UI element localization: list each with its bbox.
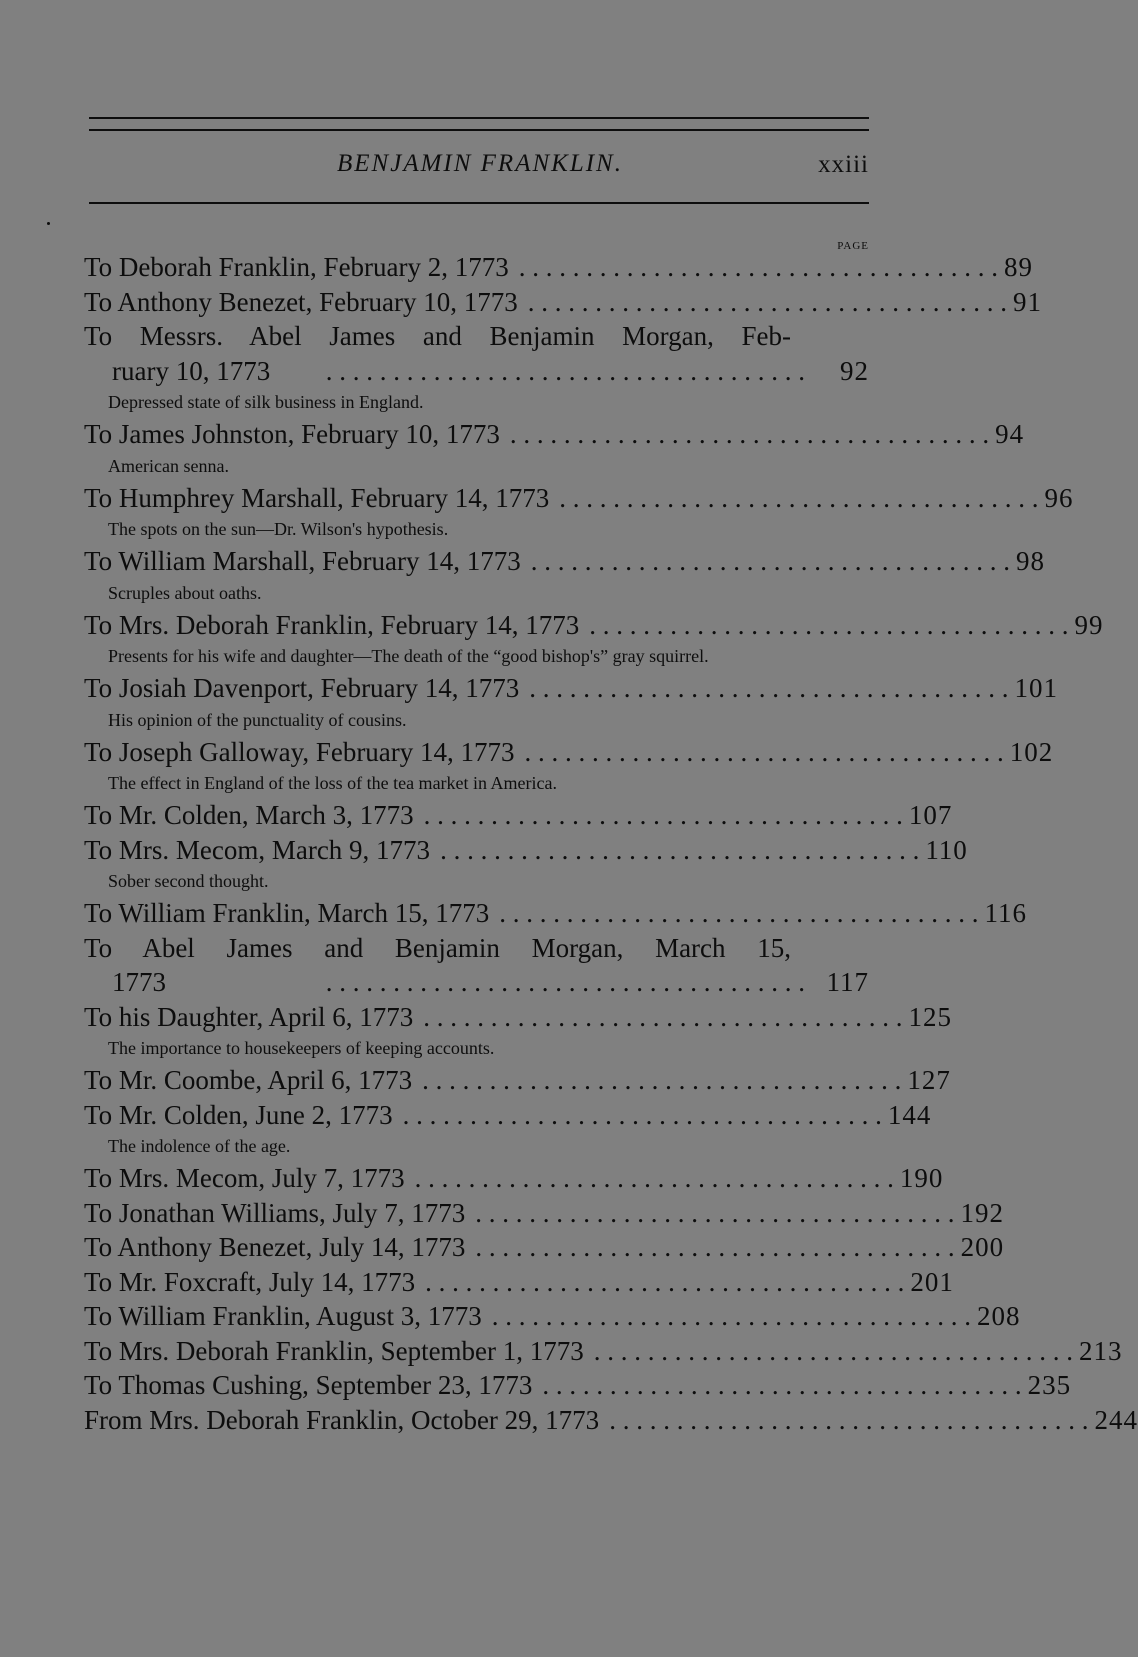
entry-summary: American senna. bbox=[108, 455, 229, 476]
dot-leader: . . . . . . . . . . . . . . . . . . . . . . . . . . . . . . . . . . . . bbox=[509, 419, 990, 449]
entry-page-number: 192 bbox=[960, 1197, 1005, 1228]
entry-title: To Mr. Colden, June 2, 1773 bbox=[84, 1099, 393, 1130]
contents-entry bbox=[84, 608, 1104, 672]
dot-leader: . . . . . . . . . . . . . . . . . . . . . . . . . . . . . . . . . . . . bbox=[559, 482, 1039, 513]
dot-leader: . . . . . . . . . . . . . . . . . . . . . . . . . . . . . . . . . . . . bbox=[402, 1099, 882, 1130]
entry-title: To his Daughter, April 6, 1773 bbox=[84, 1001, 414, 1032]
entry-page-number: 96 bbox=[1044, 482, 1074, 513]
entry-title: To Josiah Davenport, February 14, 1773 bbox=[84, 673, 520, 703]
dot-leader: . . . . . . . . . . . . . . . . . . . . . . . . . . . . . . . . . . . . bbox=[609, 1404, 1089, 1435]
page-column-label: PAGE bbox=[837, 240, 869, 252]
dot-leader: . . . . . . . . . . . . . . . . . . . . . . . . . . . . . . . . . . . . bbox=[425, 1266, 905, 1297]
contents-entry bbox=[84, 798, 953, 833]
entry-summary: His opinion of the punctuality of cousins. bbox=[108, 709, 407, 730]
contents-entry bbox=[84, 544, 1045, 608]
entry-line bbox=[84, 1299, 1021, 1334]
entry-summary: Presents for his wife and daughter—The death of the “good bishop's” gray squirrel. bbox=[108, 646, 709, 666]
entry-summary: The indolence of the age. bbox=[108, 1136, 291, 1156]
entry-line bbox=[84, 671, 1059, 706]
dot-leader: . . . . . . . . . . . . . . . . . . . . . . . . . . . . . . . . . . . . bbox=[475, 1197, 955, 1228]
contents-entry bbox=[84, 735, 1054, 799]
dot-leader: . . . . . . . . . . . . . . . . . . . . . . . . . . . . . . . . . . . . bbox=[325, 355, 805, 386]
entry-page-number: 144 bbox=[887, 1099, 932, 1130]
entry-title: To William Franklin, March 15, 1773 bbox=[84, 898, 490, 928]
entry-title: To Mr. Foxcraft, July 14, 1773 bbox=[84, 1266, 416, 1297]
dot-leader: . . . . . . . . . . . . . . . . . . . . . . . . . . . . . . . . . . . . bbox=[475, 1232, 955, 1262]
contents-entry bbox=[84, 1196, 1005, 1231]
entry-line bbox=[84, 285, 1043, 320]
dot-leader: . . . . . . . . . . . . . . . . . . . . . . . . . . . . . . . . . . . . bbox=[440, 834, 920, 865]
entry-line bbox=[84, 544, 1045, 579]
header-bottom-rule bbox=[89, 202, 869, 204]
entry-page-number: 208 bbox=[977, 1301, 1021, 1331]
entry-summary: Depressed state of silk business in England. bbox=[108, 392, 424, 412]
entry-title: From Mrs. Deborah Franklin, October 29, 1773 bbox=[84, 1404, 600, 1435]
contents-entry bbox=[84, 1299, 1021, 1334]
entry-line bbox=[84, 965, 869, 1000]
dot-leader: . . . . . . . . . . . . . . . . . . . . . . . . . . . . . . . . . . . . bbox=[527, 286, 1008, 317]
entry-title: To Mrs. Mecom, March 9, 1773 bbox=[84, 834, 431, 865]
entry-line bbox=[84, 608, 1104, 643]
contents-list bbox=[84, 250, 1138, 1437]
contents-entry bbox=[84, 1403, 1138, 1438]
entry-title: To William Franklin, August 3, 1773 bbox=[84, 1301, 482, 1331]
entry-page-number: 235 bbox=[1027, 1370, 1072, 1400]
entry-line bbox=[84, 1000, 952, 1035]
entry-title: To James Johnston, February 10, 1773 bbox=[84, 419, 500, 449]
entry-line bbox=[84, 1196, 1005, 1231]
page-number: xxiii bbox=[818, 151, 869, 178]
entry-title: To Mr. Colden, March 3, 1773 bbox=[84, 800, 414, 830]
entry-page-number: 127 bbox=[907, 1065, 951, 1095]
entry-title: To Mrs. Deborah Franklin, February 14, 1773 bbox=[84, 609, 580, 640]
entry-title: To Humphrey Marshall, February 14, 1773 bbox=[84, 482, 550, 513]
header-top-rule bbox=[89, 117, 869, 119]
entry-line bbox=[84, 1161, 944, 1196]
entry-line bbox=[84, 1063, 951, 1098]
entry-page-number: 213 bbox=[1079, 1335, 1123, 1366]
ink-speck bbox=[47, 222, 50, 225]
contents-entry bbox=[84, 1063, 951, 1098]
contents-entry bbox=[84, 896, 1027, 931]
entry-page-number: 110 bbox=[925, 834, 968, 865]
dot-leader: . . . . . . . . . . . . . . . . . . . . . . . . . . . . . . . . . . . . bbox=[542, 1370, 1022, 1400]
entry-line bbox=[84, 1403, 1138, 1438]
entry-page-number: 101 bbox=[1014, 673, 1059, 703]
contents-entry bbox=[84, 671, 1059, 735]
dot-leader: . . . . . . . . . . . . . . . . . . . . . . . . . . . . . . . . . . . . bbox=[414, 1163, 894, 1193]
entry-title: To Thomas Cushing, September 23, 1773 bbox=[84, 1370, 533, 1400]
dot-leader: . . . . . . . . . . . . . . . . . . . . . . . . . . . . . . . . . . . . bbox=[325, 967, 805, 997]
contents-entry bbox=[84, 250, 1034, 285]
dot-leader: . . . . . . . . . . . . . . . . . . . . . . . . . . . . . . . . . . . . bbox=[423, 1001, 903, 1032]
entry-page-number: 116 bbox=[984, 898, 1027, 928]
contents-entry bbox=[84, 931, 869, 1000]
entry-title-line: To Messrs. Abel James and Benjamin Morgan, Feb- bbox=[84, 321, 791, 351]
entry-page-number: 102 bbox=[1009, 736, 1054, 767]
entry-summary: The importance to housekeepers of keeping accounts. bbox=[108, 1038, 495, 1058]
entry-page-number: 201 bbox=[910, 1266, 954, 1297]
entry-title: To Jonathan Williams, July 7, 1773 bbox=[84, 1197, 466, 1228]
dot-leader: . . . . . . . . . . . . . . . . . . . . . . . . . . . . . . . . . . . . bbox=[491, 1301, 972, 1331]
entry-line bbox=[84, 481, 1074, 516]
dot-leader: . . . . . . . . . . . . . . . . . . . . . . . . . . . . . . . . . . . . bbox=[423, 800, 903, 830]
entry-line bbox=[84, 1098, 932, 1133]
entry-summary: The spots on the sun—Dr. Wilson's hypothesis. bbox=[108, 519, 449, 539]
dot-leader: . . . . . . . . . . . . . . . . . . . . . . . . . . . . . . . . . . . . bbox=[529, 673, 1009, 703]
header-second-rule bbox=[89, 129, 869, 131]
entry-page-number: 117 bbox=[826, 967, 869, 997]
entry-page-number: 125 bbox=[908, 1001, 952, 1032]
entry-line bbox=[84, 833, 968, 868]
entry-title-line: To Abel James and Benjamin Morgan, March 15, bbox=[84, 932, 791, 963]
entry-page-number: 190 bbox=[899, 1163, 944, 1193]
entry-title: 1773 bbox=[112, 967, 166, 997]
dot-leader: . . . . . . . . . . . . . . . . . . . . . . . . . . . . . . . . . . . . bbox=[589, 609, 1069, 640]
entry-line bbox=[84, 1334, 1123, 1369]
entry-page-number: 89 bbox=[1004, 252, 1034, 282]
entry-line bbox=[84, 250, 1034, 285]
entry-summary: The effect in England of the loss of the tea market in America. bbox=[108, 773, 558, 793]
entry-page-number: 92 bbox=[840, 355, 869, 386]
entry-line bbox=[84, 1265, 954, 1300]
entry-page-number: 91 bbox=[1013, 286, 1043, 317]
entry-title: To Mrs. Mecom, July 7, 1773 bbox=[84, 1163, 405, 1193]
entry-page-number: 99 bbox=[1074, 609, 1104, 640]
entry-title: To Mr. Coombe, April 6, 1773 bbox=[84, 1065, 413, 1095]
contents-entry bbox=[84, 1098, 932, 1162]
entry-title: To Joseph Galloway, February 14, 1773 bbox=[84, 736, 515, 767]
entry-line bbox=[84, 798, 953, 833]
entry-line bbox=[84, 735, 1054, 770]
dot-leader: . . . . . . . . . . . . . . . . . . . . . . . . . . . . . . . . . . . . bbox=[518, 252, 999, 282]
entry-line bbox=[84, 1230, 1005, 1265]
dot-leader: . . . . . . . . . . . . . . . . . . . . . . . . . . . . . . . . . . . . bbox=[422, 1065, 902, 1095]
entry-page-number: 107 bbox=[908, 800, 953, 830]
entry-title: To Deborah Franklin, February 2, 1773 bbox=[84, 252, 509, 282]
entry-page-number: 94 bbox=[995, 419, 1025, 449]
entry-page-number: 200 bbox=[960, 1232, 1005, 1262]
entry-line bbox=[84, 354, 869, 389]
contents-entry bbox=[84, 1000, 952, 1064]
contents-entry bbox=[84, 285, 1043, 320]
dot-leader: . . . . . . . . . . . . . . . . . . . . . . . . . . . . . . . . . . . . bbox=[530, 546, 1010, 576]
entry-title: To Anthony Benezet, July 14, 1773 bbox=[84, 1232, 466, 1262]
entry-title: To William Marshall, February 14, 1773 bbox=[84, 546, 521, 576]
entry-page-number: 244 bbox=[1094, 1404, 1138, 1435]
entry-summary: Scruples about oaths. bbox=[108, 582, 262, 603]
contents-entry bbox=[84, 417, 1025, 481]
entry-title: To Anthony Benezet, February 10, 1773 bbox=[84, 286, 518, 317]
entry-title: To Mrs. Deborah Franklin, September 1, 1773 bbox=[84, 1335, 584, 1366]
contents-entry bbox=[84, 319, 869, 417]
dot-leader: . . . . . . . . . . . . . . . . . . . . . . . . . . . . . . . . . . . . bbox=[593, 1335, 1074, 1366]
entry-page-number: 98 bbox=[1015, 546, 1045, 576]
contents-entry bbox=[84, 1230, 1005, 1265]
entry-line bbox=[84, 896, 1027, 931]
dot-leader: . . . . . . . . . . . . . . . . . . . . . . . . . . . . . . . . . . . . bbox=[524, 736, 1004, 767]
contents-entry bbox=[84, 1334, 1123, 1369]
contents-entry bbox=[84, 1368, 1072, 1403]
contents-entry bbox=[84, 481, 1074, 545]
contents-entry bbox=[84, 1265, 954, 1300]
contents-entry bbox=[84, 833, 968, 897]
entry-line bbox=[84, 417, 1025, 452]
contents-entry bbox=[84, 1161, 944, 1196]
running-title: BENJAMIN FRANKLIN. bbox=[337, 150, 623, 177]
dot-leader: . . . . . . . . . . . . . . . . . . . . . . . . . . . . . . . . . . . . bbox=[499, 898, 979, 928]
entry-line bbox=[84, 1368, 1072, 1403]
entry-title: ruary 10, 1773 bbox=[112, 355, 271, 386]
entry-summary: Sober second thought. bbox=[108, 871, 269, 891]
